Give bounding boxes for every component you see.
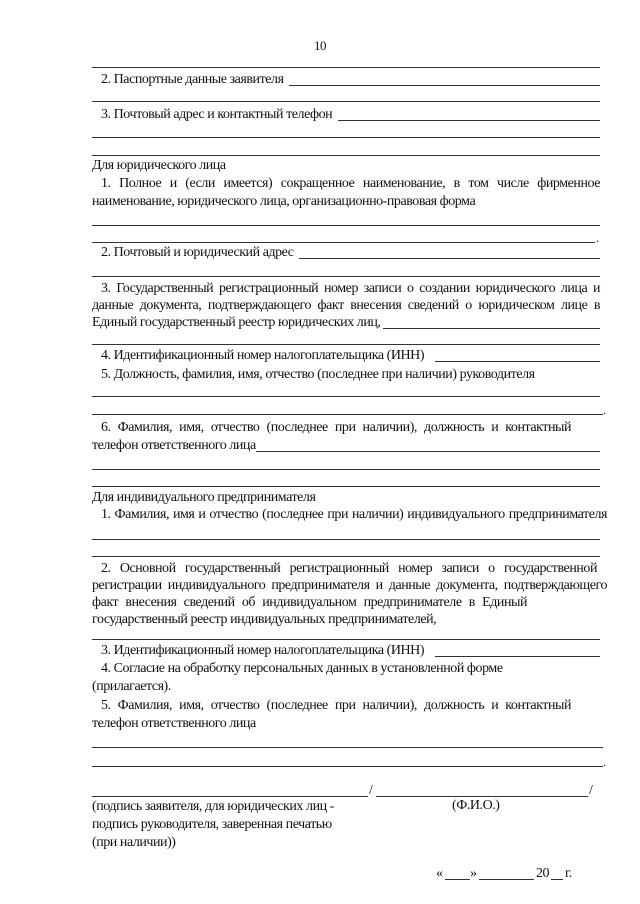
entrepreneur-item2-text-cont: регистрации индивидуального предпринимателя и данные документа, подтверждающего (92, 578, 607, 593)
blank-line[interactable] (92, 344, 600, 345)
fio-line[interactable] (376, 796, 588, 797)
date-day-field[interactable] (445, 879, 470, 880)
applicant-address-label: 3. Почтовый адрес и контактный телефон (101, 107, 333, 122)
blank-line[interactable] (92, 101, 600, 102)
legal-item3-text: 3. Государственный регистрационный номер записи о создании юридического лица и (101, 281, 600, 296)
passport-field[interactable] (289, 85, 600, 86)
legal-inn-field[interactable] (435, 361, 600, 362)
blank-line[interactable] (92, 766, 603, 767)
signature-caption: (подпись заявителя, для юридических лиц - (92, 799, 334, 814)
blank-line[interactable] (92, 242, 595, 243)
entrepreneur-item1-text: 1. Фамилия, имя и отчество (последнее при наличии) индивидуального предпринимателя (101, 507, 607, 522)
entrepreneur-item2-text-end: государственный реестр индивидуальных предпринимателей, (92, 612, 437, 627)
legal-address-field[interactable] (299, 258, 600, 259)
entrepreneur-item5-text-cont: телефон ответственного лица (92, 716, 256, 731)
date-month-field[interactable] (479, 879, 534, 880)
blank-line[interactable] (92, 539, 600, 540)
blank-line[interactable] (92, 155, 600, 156)
legal-item3-text-cont: данные документа, подтверждающего факт внесения сведений о юридическом лице в (92, 298, 600, 313)
blank-line[interactable] (92, 396, 600, 397)
date-year-field[interactable] (551, 879, 563, 880)
entrepreneur-item2-text: 2. Основной государственный регистрационный номер записи о государственной (101, 561, 597, 576)
slash: / (369, 783, 373, 798)
page-number: 10 (313, 38, 327, 53)
fio-caption: (Ф.И.О.) (452, 798, 500, 813)
blank-line[interactable] (92, 639, 600, 640)
blank-line[interactable] (92, 225, 600, 226)
legal-address-label: 2. Почтовый и юридический адрес (101, 245, 294, 260)
blank-line[interactable] (92, 556, 600, 557)
entrepreneur-consent-text-cont: (прилагается). (92, 679, 171, 694)
legal-director-label: 5. Должность, фамилия, имя, отчество (последнее при наличии) руководителя (101, 367, 535, 382)
legal-item6-text-cont: телефон ответственного лица (92, 438, 256, 453)
signature-caption-cont: подпись руководителя, заверенная печатью (92, 817, 332, 832)
applicant-passport-label: 2. Паспортные данные заявителя (101, 72, 284, 87)
period: . (603, 402, 606, 417)
responsible-person-field[interactable] (256, 451, 600, 452)
legal-item1-text: 1. Полное и (если имеется) сокращенное наименование, в том числе фирменное (101, 176, 600, 191)
legal-entity-heading: Для юридического лица (92, 158, 226, 173)
entrepreneur-item2-text-cont2: факт внесения сведений об индивидуальном предпринимателе в Единый (92, 595, 527, 610)
period: . (603, 754, 606, 769)
entrepreneur-heading: Для индивидуального предпринимателя (92, 490, 316, 505)
slash: / (589, 783, 593, 798)
signature-line[interactable] (92, 796, 368, 797)
legal-inn-label: 4. Идентификационный номер налогоплательщика (ИНН) (101, 348, 425, 363)
legal-item3-text-end: Единый государственный реестр юридических лиц, (92, 315, 381, 330)
address-phone-field[interactable] (338, 120, 600, 121)
entrepreneur-inn-field[interactable] (435, 656, 600, 657)
blank-line[interactable] (92, 747, 603, 748)
blank-line[interactable] (92, 486, 600, 487)
egrul-field[interactable] (383, 328, 600, 329)
blank-line (92, 67, 600, 68)
date-open-quote: « (436, 866, 443, 881)
date-close-quote: » (470, 866, 477, 881)
blank-line[interactable] (92, 137, 600, 138)
date-year-prefix: 20 (536, 866, 550, 881)
entrepreneur-inn-label: 3. Идентификационный номер налогоплательщика (ИНН) (101, 643, 425, 658)
blank-line[interactable] (92, 276, 600, 277)
entrepreneur-consent-text: 4. Согласие на обработку персональных данных в установленной форме (101, 661, 503, 676)
date-year-suffix: г. (565, 866, 572, 881)
signature-caption-end: (при наличии)) (92, 835, 176, 850)
legal-item1-text-cont: наименование, юридического лица, организационно-правовая форма (92, 194, 476, 209)
entrepreneur-item5-text: 5. Фамилия, имя, отчество (последнее при наличии), должность и контактный (101, 698, 571, 713)
period: . (596, 230, 599, 245)
blank-line[interactable] (92, 469, 600, 470)
blank-line[interactable] (92, 414, 603, 415)
legal-item6-text: 6. Фамилия, имя, отчество (последнее при наличии), должность и контактный (101, 420, 571, 435)
